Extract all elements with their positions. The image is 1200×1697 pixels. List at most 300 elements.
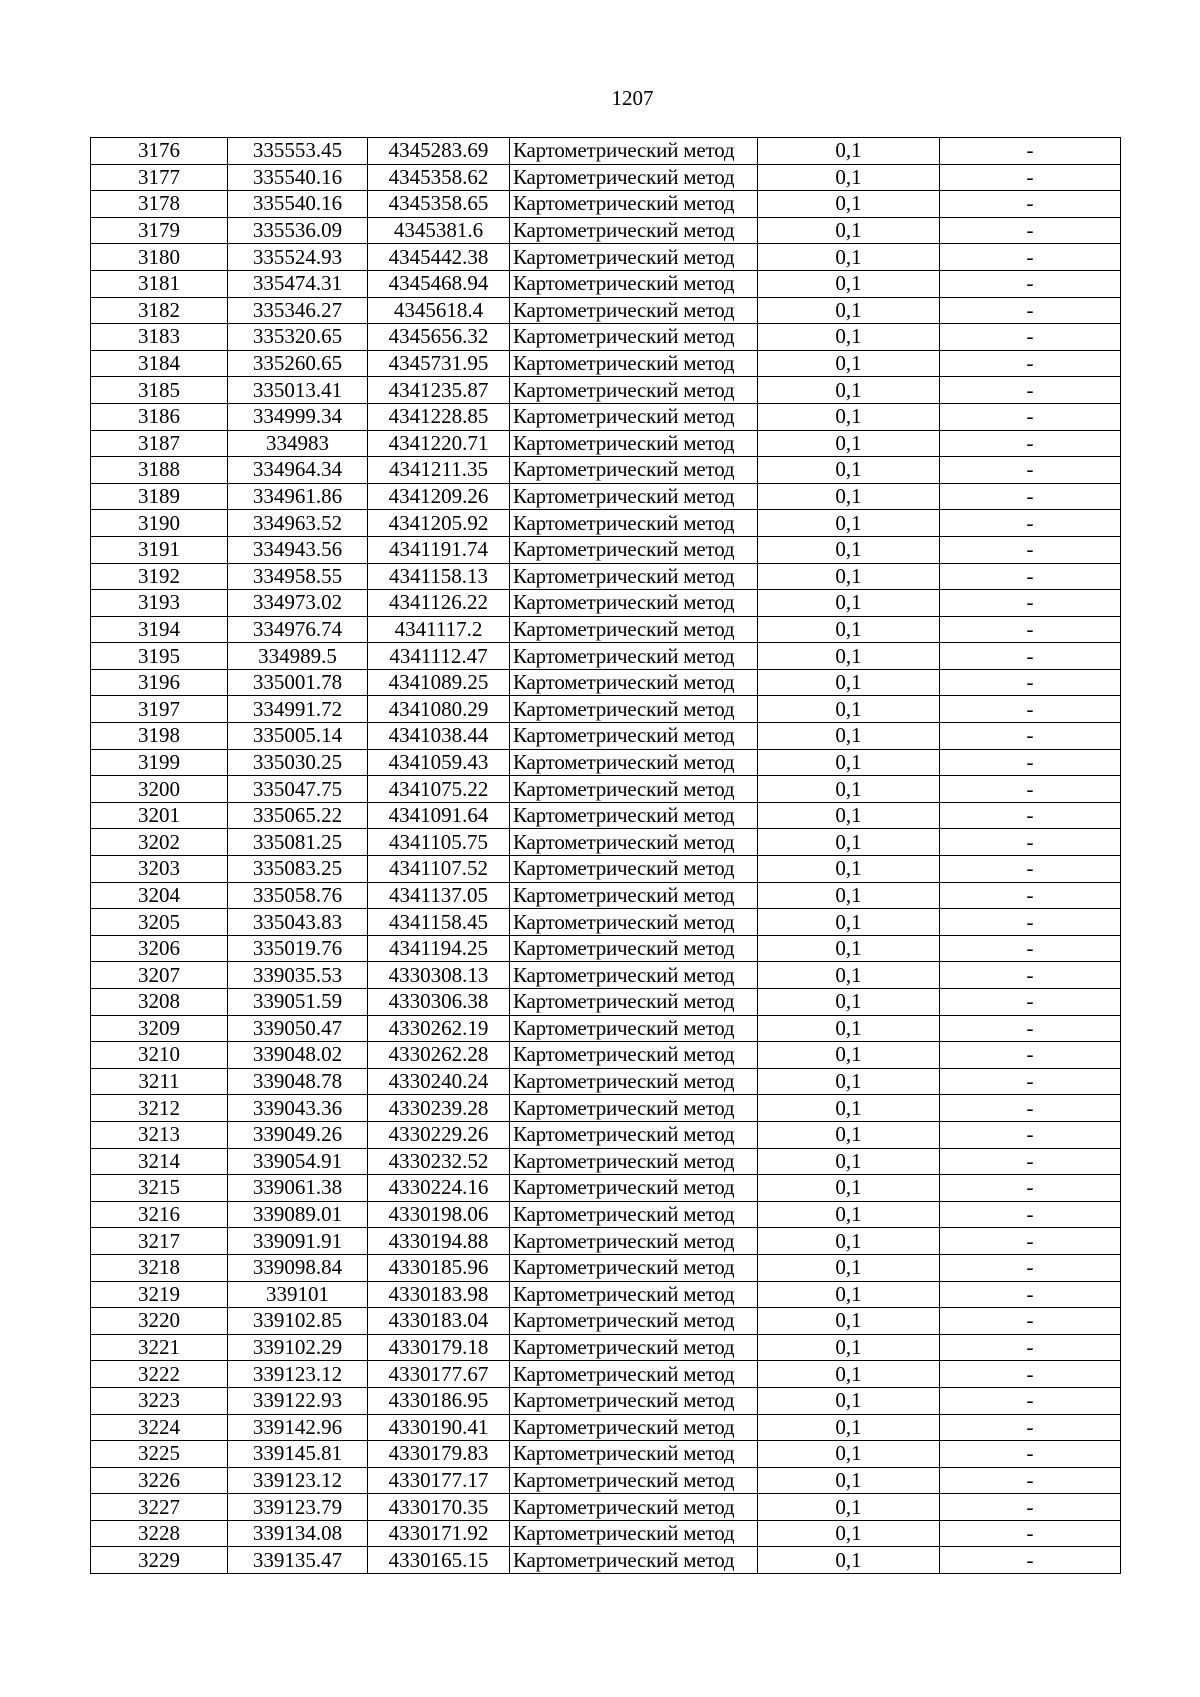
y-coordinate-cell: 4330179.18 bbox=[368, 1334, 510, 1361]
table-row bbox=[91, 138, 1121, 165]
accuracy-cell: 0,1 bbox=[758, 403, 940, 430]
description-cell: - bbox=[940, 909, 1121, 936]
point-number-cell: 3218 bbox=[91, 1254, 228, 1281]
accuracy-cell: 0,1 bbox=[758, 324, 940, 351]
description-cell: - bbox=[940, 669, 1121, 696]
table-row bbox=[91, 935, 1121, 962]
y-coordinate-cell: 4341211.35 bbox=[368, 457, 510, 484]
y-coordinate-cell: 4341220.71 bbox=[368, 430, 510, 457]
method-cell: Картометрический метод bbox=[510, 1175, 758, 1202]
accuracy-cell: 0,1 bbox=[758, 1387, 940, 1414]
point-number-cell: 3209 bbox=[91, 1015, 228, 1042]
accuracy-cell: 0,1 bbox=[758, 217, 940, 244]
point-number-cell: 3216 bbox=[91, 1201, 228, 1228]
table-row bbox=[91, 616, 1121, 643]
description-cell: - bbox=[940, 1334, 1121, 1361]
x-coordinate-cell: 339098.84 bbox=[228, 1254, 368, 1281]
accuracy-cell: 0,1 bbox=[758, 1015, 940, 1042]
point-number-cell: 3229 bbox=[91, 1547, 228, 1574]
description-cell: - bbox=[940, 483, 1121, 510]
method-cell: Картометрический метод bbox=[510, 1547, 758, 1574]
description-cell: - bbox=[940, 1228, 1121, 1255]
method-cell: Картометрический метод bbox=[510, 430, 758, 457]
table-row bbox=[91, 723, 1121, 750]
y-coordinate-cell: 4341158.45 bbox=[368, 909, 510, 936]
method-cell: Картометрический метод bbox=[510, 1387, 758, 1414]
y-coordinate-cell: 4330306.38 bbox=[368, 989, 510, 1016]
x-coordinate-cell: 339091.91 bbox=[228, 1228, 368, 1255]
y-coordinate-cell: 4341194.25 bbox=[368, 935, 510, 962]
table-row bbox=[91, 1441, 1121, 1468]
accuracy-cell: 0,1 bbox=[758, 643, 940, 670]
accuracy-cell: 0,1 bbox=[758, 749, 940, 776]
method-cell: Картометрический метод bbox=[510, 776, 758, 803]
method-cell: Картометрический метод bbox=[510, 1467, 758, 1494]
table-row bbox=[91, 1387, 1121, 1414]
description-cell: - bbox=[940, 297, 1121, 324]
accuracy-cell: 0,1 bbox=[758, 1308, 940, 1335]
method-cell: Картометрический метод bbox=[510, 1254, 758, 1281]
point-number-cell: 3195 bbox=[91, 643, 228, 670]
description-cell: - bbox=[940, 1494, 1121, 1521]
x-coordinate-cell: 335524.93 bbox=[228, 244, 368, 271]
x-coordinate-cell: 335005.14 bbox=[228, 723, 368, 750]
method-cell: Картометрический метод bbox=[510, 882, 758, 909]
description-cell: - bbox=[940, 829, 1121, 856]
method-cell: Картометрический метод bbox=[510, 989, 758, 1016]
point-number-cell: 3197 bbox=[91, 696, 228, 723]
method-cell: Картометрический метод bbox=[510, 909, 758, 936]
description-cell: - bbox=[940, 244, 1121, 271]
accuracy-cell: 0,1 bbox=[758, 1121, 940, 1148]
accuracy-cell: 0,1 bbox=[758, 1334, 940, 1361]
table-row bbox=[91, 829, 1121, 856]
point-number-cell: 3190 bbox=[91, 510, 228, 537]
table-row bbox=[91, 1175, 1121, 1202]
description-cell: - bbox=[940, 536, 1121, 563]
table-row bbox=[91, 430, 1121, 457]
y-coordinate-cell: 4341091.64 bbox=[368, 802, 510, 829]
accuracy-cell: 0,1 bbox=[758, 270, 940, 297]
accuracy-cell: 0,1 bbox=[758, 244, 940, 271]
point-number-cell: 3201 bbox=[91, 802, 228, 829]
accuracy-cell: 0,1 bbox=[758, 616, 940, 643]
y-coordinate-cell: 4341191.74 bbox=[368, 536, 510, 563]
accuracy-cell: 0,1 bbox=[758, 1042, 940, 1069]
coordinates-table-body bbox=[91, 138, 1121, 1574]
description-cell: - bbox=[940, 723, 1121, 750]
description-cell: - bbox=[940, 457, 1121, 484]
table-row bbox=[91, 989, 1121, 1016]
point-number-cell: 3187 bbox=[91, 430, 228, 457]
description-cell: - bbox=[940, 563, 1121, 590]
method-cell: Картометрический метод bbox=[510, 1015, 758, 1042]
x-coordinate-cell: 334983 bbox=[228, 430, 368, 457]
y-coordinate-cell: 4330186.95 bbox=[368, 1387, 510, 1414]
x-coordinate-cell: 335030.25 bbox=[228, 749, 368, 776]
point-number-cell: 3180 bbox=[91, 244, 228, 271]
description-cell: - bbox=[940, 962, 1121, 989]
accuracy-cell: 0,1 bbox=[758, 669, 940, 696]
accuracy-cell: 0,1 bbox=[758, 590, 940, 617]
accuracy-cell: 0,1 bbox=[758, 1068, 940, 1095]
table-row bbox=[91, 909, 1121, 936]
y-coordinate-cell: 4341105.75 bbox=[368, 829, 510, 856]
accuracy-cell: 0,1 bbox=[758, 1175, 940, 1202]
table-row bbox=[91, 1015, 1121, 1042]
point-number-cell: 3176 bbox=[91, 138, 228, 165]
point-number-cell: 3215 bbox=[91, 1175, 228, 1202]
description-cell: - bbox=[940, 1042, 1121, 1069]
y-coordinate-cell: 4341205.92 bbox=[368, 510, 510, 537]
description-cell: - bbox=[940, 217, 1121, 244]
accuracy-cell: 0,1 bbox=[758, 1494, 940, 1521]
coordinates-table bbox=[90, 137, 1121, 1574]
accuracy-cell: 0,1 bbox=[758, 1095, 940, 1122]
accuracy-cell: 0,1 bbox=[758, 1148, 940, 1175]
y-coordinate-cell: 4345381.6 bbox=[368, 217, 510, 244]
table-row bbox=[91, 882, 1121, 909]
description-cell: - bbox=[940, 776, 1121, 803]
point-number-cell: 3225 bbox=[91, 1441, 228, 1468]
description-cell: - bbox=[940, 164, 1121, 191]
y-coordinate-cell: 4330229.26 bbox=[368, 1121, 510, 1148]
table-row bbox=[91, 403, 1121, 430]
x-coordinate-cell: 339123.12 bbox=[228, 1467, 368, 1494]
description-cell: - bbox=[940, 696, 1121, 723]
method-cell: Картометрический метод bbox=[510, 403, 758, 430]
table-row bbox=[91, 1467, 1121, 1494]
description-cell: - bbox=[940, 1254, 1121, 1281]
description-cell: - bbox=[940, 191, 1121, 218]
description-cell: - bbox=[940, 510, 1121, 537]
y-coordinate-cell: 4330240.24 bbox=[368, 1068, 510, 1095]
y-coordinate-cell: 4330183.04 bbox=[368, 1308, 510, 1335]
x-coordinate-cell: 339050.47 bbox=[228, 1015, 368, 1042]
accuracy-cell: 0,1 bbox=[758, 1547, 940, 1574]
description-cell: - bbox=[940, 1387, 1121, 1414]
method-cell: Картометрический метод bbox=[510, 1281, 758, 1308]
method-cell: Картометрический метод bbox=[510, 244, 758, 271]
table-row bbox=[91, 802, 1121, 829]
accuracy-cell: 0,1 bbox=[758, 1361, 940, 1388]
y-coordinate-cell: 4345283.69 bbox=[368, 138, 510, 165]
accuracy-cell: 0,1 bbox=[758, 1414, 940, 1441]
point-number-cell: 3196 bbox=[91, 669, 228, 696]
y-coordinate-cell: 4330185.96 bbox=[368, 1254, 510, 1281]
x-coordinate-cell: 334964.34 bbox=[228, 457, 368, 484]
point-number-cell: 3217 bbox=[91, 1228, 228, 1255]
method-cell: Картометрический метод bbox=[510, 1201, 758, 1228]
description-cell: - bbox=[940, 1520, 1121, 1547]
method-cell: Картометрический метод bbox=[510, 563, 758, 590]
accuracy-cell: 0,1 bbox=[758, 909, 940, 936]
description-cell: - bbox=[940, 1467, 1121, 1494]
point-number-cell: 3199 bbox=[91, 749, 228, 776]
x-coordinate-cell: 335083.25 bbox=[228, 856, 368, 883]
point-number-cell: 3228 bbox=[91, 1520, 228, 1547]
point-number-cell: 3205 bbox=[91, 909, 228, 936]
x-coordinate-cell: 339061.38 bbox=[228, 1175, 368, 1202]
y-coordinate-cell: 4341089.25 bbox=[368, 669, 510, 696]
description-cell: - bbox=[940, 643, 1121, 670]
point-number-cell: 3202 bbox=[91, 829, 228, 856]
accuracy-cell: 0,1 bbox=[758, 1254, 940, 1281]
x-coordinate-cell: 339102.85 bbox=[228, 1308, 368, 1335]
table-row bbox=[91, 1520, 1121, 1547]
table-row bbox=[91, 696, 1121, 723]
accuracy-cell: 0,1 bbox=[758, 457, 940, 484]
table-row bbox=[91, 510, 1121, 537]
y-coordinate-cell: 4341117.2 bbox=[368, 616, 510, 643]
y-coordinate-cell: 4330171.92 bbox=[368, 1520, 510, 1547]
x-coordinate-cell: 334989.5 bbox=[228, 643, 368, 670]
page-number: 1207 bbox=[611, 86, 654, 110]
y-coordinate-cell: 4341059.43 bbox=[368, 749, 510, 776]
x-coordinate-cell: 335553.45 bbox=[228, 138, 368, 165]
x-coordinate-cell: 339123.79 bbox=[228, 1494, 368, 1521]
point-number-cell: 3223 bbox=[91, 1387, 228, 1414]
y-coordinate-cell: 4330190.41 bbox=[368, 1414, 510, 1441]
accuracy-cell: 0,1 bbox=[758, 1228, 940, 1255]
y-coordinate-cell: 4341209.26 bbox=[368, 483, 510, 510]
method-cell: Картометрический метод bbox=[510, 696, 758, 723]
method-cell: Картометрический метод bbox=[510, 1361, 758, 1388]
description-cell: - bbox=[940, 1361, 1121, 1388]
y-coordinate-cell: 4341126.22 bbox=[368, 590, 510, 617]
table-row bbox=[91, 962, 1121, 989]
y-coordinate-cell: 4341228.85 bbox=[368, 403, 510, 430]
y-coordinate-cell: 4330232.52 bbox=[368, 1148, 510, 1175]
point-number-cell: 3226 bbox=[91, 1467, 228, 1494]
y-coordinate-cell: 4330183.98 bbox=[368, 1281, 510, 1308]
method-cell: Картометрический метод bbox=[510, 669, 758, 696]
method-cell: Картометрический метод bbox=[510, 297, 758, 324]
x-coordinate-cell: 339054.91 bbox=[228, 1148, 368, 1175]
point-number-cell: 3178 bbox=[91, 191, 228, 218]
point-number-cell: 3194 bbox=[91, 616, 228, 643]
x-coordinate-cell: 339123.12 bbox=[228, 1361, 368, 1388]
method-cell: Картометрический метод bbox=[510, 191, 758, 218]
method-cell: Картометрический метод bbox=[510, 1121, 758, 1148]
accuracy-cell: 0,1 bbox=[758, 1441, 940, 1468]
method-cell: Картометрический метод bbox=[510, 829, 758, 856]
description-cell: - bbox=[940, 1547, 1121, 1574]
x-coordinate-cell: 334963.52 bbox=[228, 510, 368, 537]
description-cell: - bbox=[940, 590, 1121, 617]
y-coordinate-cell: 4341107.52 bbox=[368, 856, 510, 883]
y-coordinate-cell: 4341235.87 bbox=[368, 377, 510, 404]
point-number-cell: 3219 bbox=[91, 1281, 228, 1308]
x-coordinate-cell: 335260.65 bbox=[228, 350, 368, 377]
description-cell: - bbox=[940, 1201, 1121, 1228]
x-coordinate-cell: 339122.93 bbox=[228, 1387, 368, 1414]
accuracy-cell: 0,1 bbox=[758, 563, 940, 590]
y-coordinate-cell: 4330262.19 bbox=[368, 1015, 510, 1042]
accuracy-cell: 0,1 bbox=[758, 962, 940, 989]
method-cell: Картометрический метод bbox=[510, 536, 758, 563]
accuracy-cell: 0,1 bbox=[758, 536, 940, 563]
point-number-cell: 3189 bbox=[91, 483, 228, 510]
y-coordinate-cell: 4345656.32 bbox=[368, 324, 510, 351]
y-coordinate-cell: 4330308.13 bbox=[368, 962, 510, 989]
x-coordinate-cell: 339101 bbox=[228, 1281, 368, 1308]
table-row bbox=[91, 270, 1121, 297]
x-coordinate-cell: 335320.65 bbox=[228, 324, 368, 351]
table-row bbox=[91, 191, 1121, 218]
x-coordinate-cell: 334961.86 bbox=[228, 483, 368, 510]
table-row bbox=[91, 1361, 1121, 1388]
y-coordinate-cell: 4330165.15 bbox=[368, 1547, 510, 1574]
x-coordinate-cell: 335013.41 bbox=[228, 377, 368, 404]
description-cell: - bbox=[940, 802, 1121, 829]
x-coordinate-cell: 339049.26 bbox=[228, 1121, 368, 1148]
point-number-cell: 3177 bbox=[91, 164, 228, 191]
x-coordinate-cell: 339145.81 bbox=[228, 1441, 368, 1468]
description-cell: - bbox=[940, 403, 1121, 430]
table-row bbox=[91, 749, 1121, 776]
description-cell: - bbox=[940, 1148, 1121, 1175]
x-coordinate-cell: 334976.74 bbox=[228, 616, 368, 643]
description-cell: - bbox=[940, 1175, 1121, 1202]
x-coordinate-cell: 335540.16 bbox=[228, 191, 368, 218]
x-coordinate-cell: 334973.02 bbox=[228, 590, 368, 617]
x-coordinate-cell: 335346.27 bbox=[228, 297, 368, 324]
table-row bbox=[91, 244, 1121, 271]
table-row bbox=[91, 1281, 1121, 1308]
x-coordinate-cell: 339142.96 bbox=[228, 1414, 368, 1441]
accuracy-cell: 0,1 bbox=[758, 696, 940, 723]
x-coordinate-cell: 334999.34 bbox=[228, 403, 368, 430]
method-cell: Картометрический метод bbox=[510, 1441, 758, 1468]
table-row bbox=[91, 1547, 1121, 1574]
y-coordinate-cell: 4341112.47 bbox=[368, 643, 510, 670]
method-cell: Картометрический метод bbox=[510, 1095, 758, 1122]
description-cell: - bbox=[940, 138, 1121, 165]
accuracy-cell: 0,1 bbox=[758, 1281, 940, 1308]
point-number-cell: 3192 bbox=[91, 563, 228, 590]
point-number-cell: 3220 bbox=[91, 1308, 228, 1335]
y-coordinate-cell: 4330170.35 bbox=[368, 1494, 510, 1521]
method-cell: Картометрический метод bbox=[510, 1520, 758, 1547]
table-row bbox=[91, 563, 1121, 590]
method-cell: Картометрический метод bbox=[510, 643, 758, 670]
method-cell: Картометрический метод bbox=[510, 1494, 758, 1521]
description-cell: - bbox=[940, 1308, 1121, 1335]
method-cell: Картометрический метод bbox=[510, 723, 758, 750]
accuracy-cell: 0,1 bbox=[758, 1201, 940, 1228]
x-coordinate-cell: 339048.78 bbox=[228, 1068, 368, 1095]
point-number-cell: 3200 bbox=[91, 776, 228, 803]
point-number-cell: 3227 bbox=[91, 1494, 228, 1521]
point-number-cell: 3185 bbox=[91, 377, 228, 404]
description-cell: - bbox=[940, 856, 1121, 883]
table-row bbox=[91, 1254, 1121, 1281]
method-cell: Картометрический метод bbox=[510, 138, 758, 165]
y-coordinate-cell: 4341075.22 bbox=[368, 776, 510, 803]
description-cell: - bbox=[940, 350, 1121, 377]
method-cell: Картометрический метод bbox=[510, 935, 758, 962]
x-coordinate-cell: 335540.16 bbox=[228, 164, 368, 191]
description-cell: - bbox=[940, 1015, 1121, 1042]
description-cell: - bbox=[940, 377, 1121, 404]
accuracy-cell: 0,1 bbox=[758, 723, 940, 750]
point-number-cell: 3208 bbox=[91, 989, 228, 1016]
table-row bbox=[91, 1228, 1121, 1255]
table-row bbox=[91, 457, 1121, 484]
accuracy-cell: 0,1 bbox=[758, 776, 940, 803]
accuracy-cell: 0,1 bbox=[758, 377, 940, 404]
y-coordinate-cell: 4330177.17 bbox=[368, 1467, 510, 1494]
point-number-cell: 3184 bbox=[91, 350, 228, 377]
x-coordinate-cell: 339048.02 bbox=[228, 1042, 368, 1069]
method-cell: Картометрический метод bbox=[510, 590, 758, 617]
y-coordinate-cell: 4345468.94 bbox=[368, 270, 510, 297]
x-coordinate-cell: 339102.29 bbox=[228, 1334, 368, 1361]
description-cell: - bbox=[940, 935, 1121, 962]
point-number-cell: 3204 bbox=[91, 882, 228, 909]
accuracy-cell: 0,1 bbox=[758, 138, 940, 165]
y-coordinate-cell: 4341158.13 bbox=[368, 563, 510, 590]
method-cell: Картометрический метод bbox=[510, 856, 758, 883]
table-row bbox=[91, 856, 1121, 883]
y-coordinate-cell: 4330224.16 bbox=[368, 1175, 510, 1202]
method-cell: Картометрический метод bbox=[510, 1228, 758, 1255]
point-number-cell: 3193 bbox=[91, 590, 228, 617]
point-number-cell: 3213 bbox=[91, 1121, 228, 1148]
y-coordinate-cell: 4330177.67 bbox=[368, 1361, 510, 1388]
table-row bbox=[91, 1494, 1121, 1521]
method-cell: Картометрический метод bbox=[510, 510, 758, 537]
accuracy-cell: 0,1 bbox=[758, 935, 940, 962]
point-number-cell: 3188 bbox=[91, 457, 228, 484]
table-row bbox=[91, 217, 1121, 244]
table-row bbox=[91, 1042, 1121, 1069]
x-coordinate-cell: 334958.55 bbox=[228, 563, 368, 590]
accuracy-cell: 0,1 bbox=[758, 882, 940, 909]
x-coordinate-cell: 335047.75 bbox=[228, 776, 368, 803]
accuracy-cell: 0,1 bbox=[758, 1467, 940, 1494]
point-number-cell: 3221 bbox=[91, 1334, 228, 1361]
method-cell: Картометрический метод bbox=[510, 483, 758, 510]
x-coordinate-cell: 334991.72 bbox=[228, 696, 368, 723]
table-row bbox=[91, 350, 1121, 377]
x-coordinate-cell: 335058.76 bbox=[228, 882, 368, 909]
table-row bbox=[91, 590, 1121, 617]
table-row bbox=[91, 776, 1121, 803]
point-number-cell: 3212 bbox=[91, 1095, 228, 1122]
method-cell: Картометрический метод bbox=[510, 377, 758, 404]
table-row bbox=[91, 377, 1121, 404]
x-coordinate-cell: 339134.08 bbox=[228, 1520, 368, 1547]
method-cell: Картометрический метод bbox=[510, 1334, 758, 1361]
description-cell: - bbox=[940, 1121, 1121, 1148]
point-number-cell: 3206 bbox=[91, 935, 228, 962]
x-coordinate-cell: 339043.36 bbox=[228, 1095, 368, 1122]
x-coordinate-cell: 339051.59 bbox=[228, 989, 368, 1016]
table-row bbox=[91, 164, 1121, 191]
method-cell: Картометрический метод bbox=[510, 270, 758, 297]
x-coordinate-cell: 335474.31 bbox=[228, 270, 368, 297]
y-coordinate-cell: 4341080.29 bbox=[368, 696, 510, 723]
x-coordinate-cell: 335001.78 bbox=[228, 669, 368, 696]
description-cell: - bbox=[940, 616, 1121, 643]
table-row bbox=[91, 643, 1121, 670]
method-cell: Картометрический метод bbox=[510, 457, 758, 484]
y-coordinate-cell: 4341038.44 bbox=[368, 723, 510, 750]
x-coordinate-cell: 339035.53 bbox=[228, 962, 368, 989]
description-cell: - bbox=[940, 270, 1121, 297]
